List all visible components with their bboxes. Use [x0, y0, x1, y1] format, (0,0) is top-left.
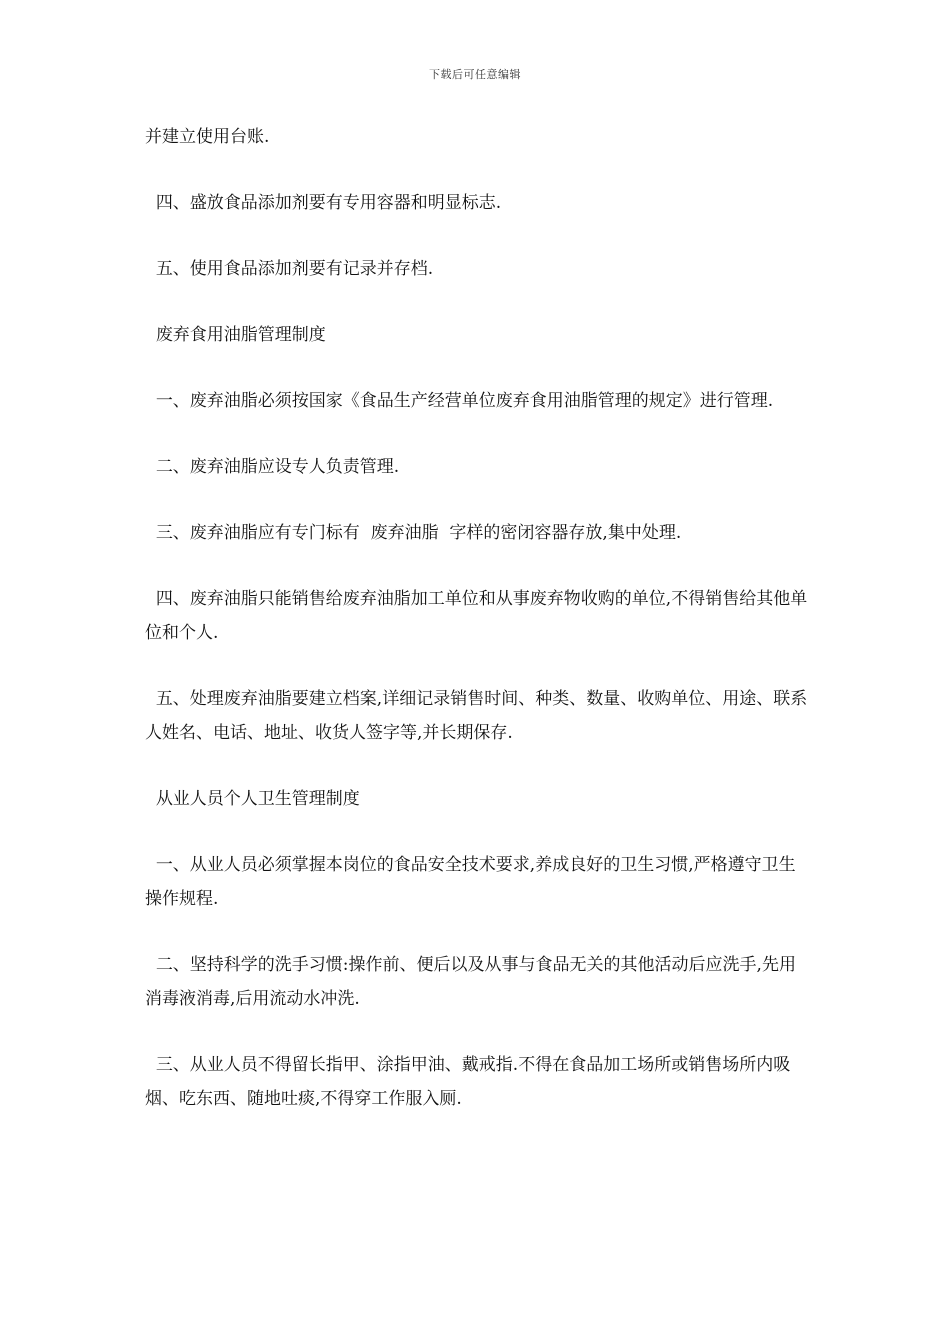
- paragraph: 二、废弃油脂应设专人负责管理.: [145, 457, 400, 477]
- paragraph: 三、从业人员不得留长指甲、涂指甲油、戴戒指.不得在食品加工场所或销售场所内吸烟、吃东西、随地吐痰,不得穿工作服入厕.: [145, 1055, 791, 1109]
- paragraph: 五、使用食品添加剂要有记录并存档.: [145, 259, 434, 279]
- paragraph: 四、废弃油脂只能销售给废弃油脂加工单位和从事废弃物收购的单位,不得销售给其他单位和个人.: [145, 589, 808, 643]
- paragraph: 二、坚持科学的洗手习惯:操作前、便后以及从事与食品无关的其他活动后应洗手,先用消毒液消毒,后用流动水冲洗.: [145, 955, 796, 1009]
- section-heading: 废弃食用油脂管理制度: [145, 325, 326, 345]
- paragraph: 三、废弃油脂应有专门标有 废弃油脂 字样的密闭容器存放,集中处理.: [145, 523, 682, 543]
- document-body: [145, 120, 810, 1148]
- paragraph: 五、处理废弃油脂要建立档案,详细记录销售时间、种类、数量、收购单位、用途、联系人姓名、电话、地址、收货人签字等,并长期保存.: [145, 689, 808, 743]
- paragraph: 一、废弃油脂必须按国家《食品生产经营单位废弃食用油脂管理的规定》进行管理.: [145, 391, 774, 411]
- page-header: 下载后可任意编辑: [429, 68, 521, 81]
- section-heading: 从业人员个人卫生管理制度: [145, 789, 360, 809]
- paragraph: 并建立使用台账.: [145, 127, 270, 147]
- paragraph: 一、从业人员必须掌握本岗位的食品安全技术要求,养成良好的卫生习惯,严格遵守卫生操作规程.: [145, 855, 796, 909]
- paragraph: 四、盛放食品添加剂要有专用容器和明显标志.: [145, 193, 502, 213]
